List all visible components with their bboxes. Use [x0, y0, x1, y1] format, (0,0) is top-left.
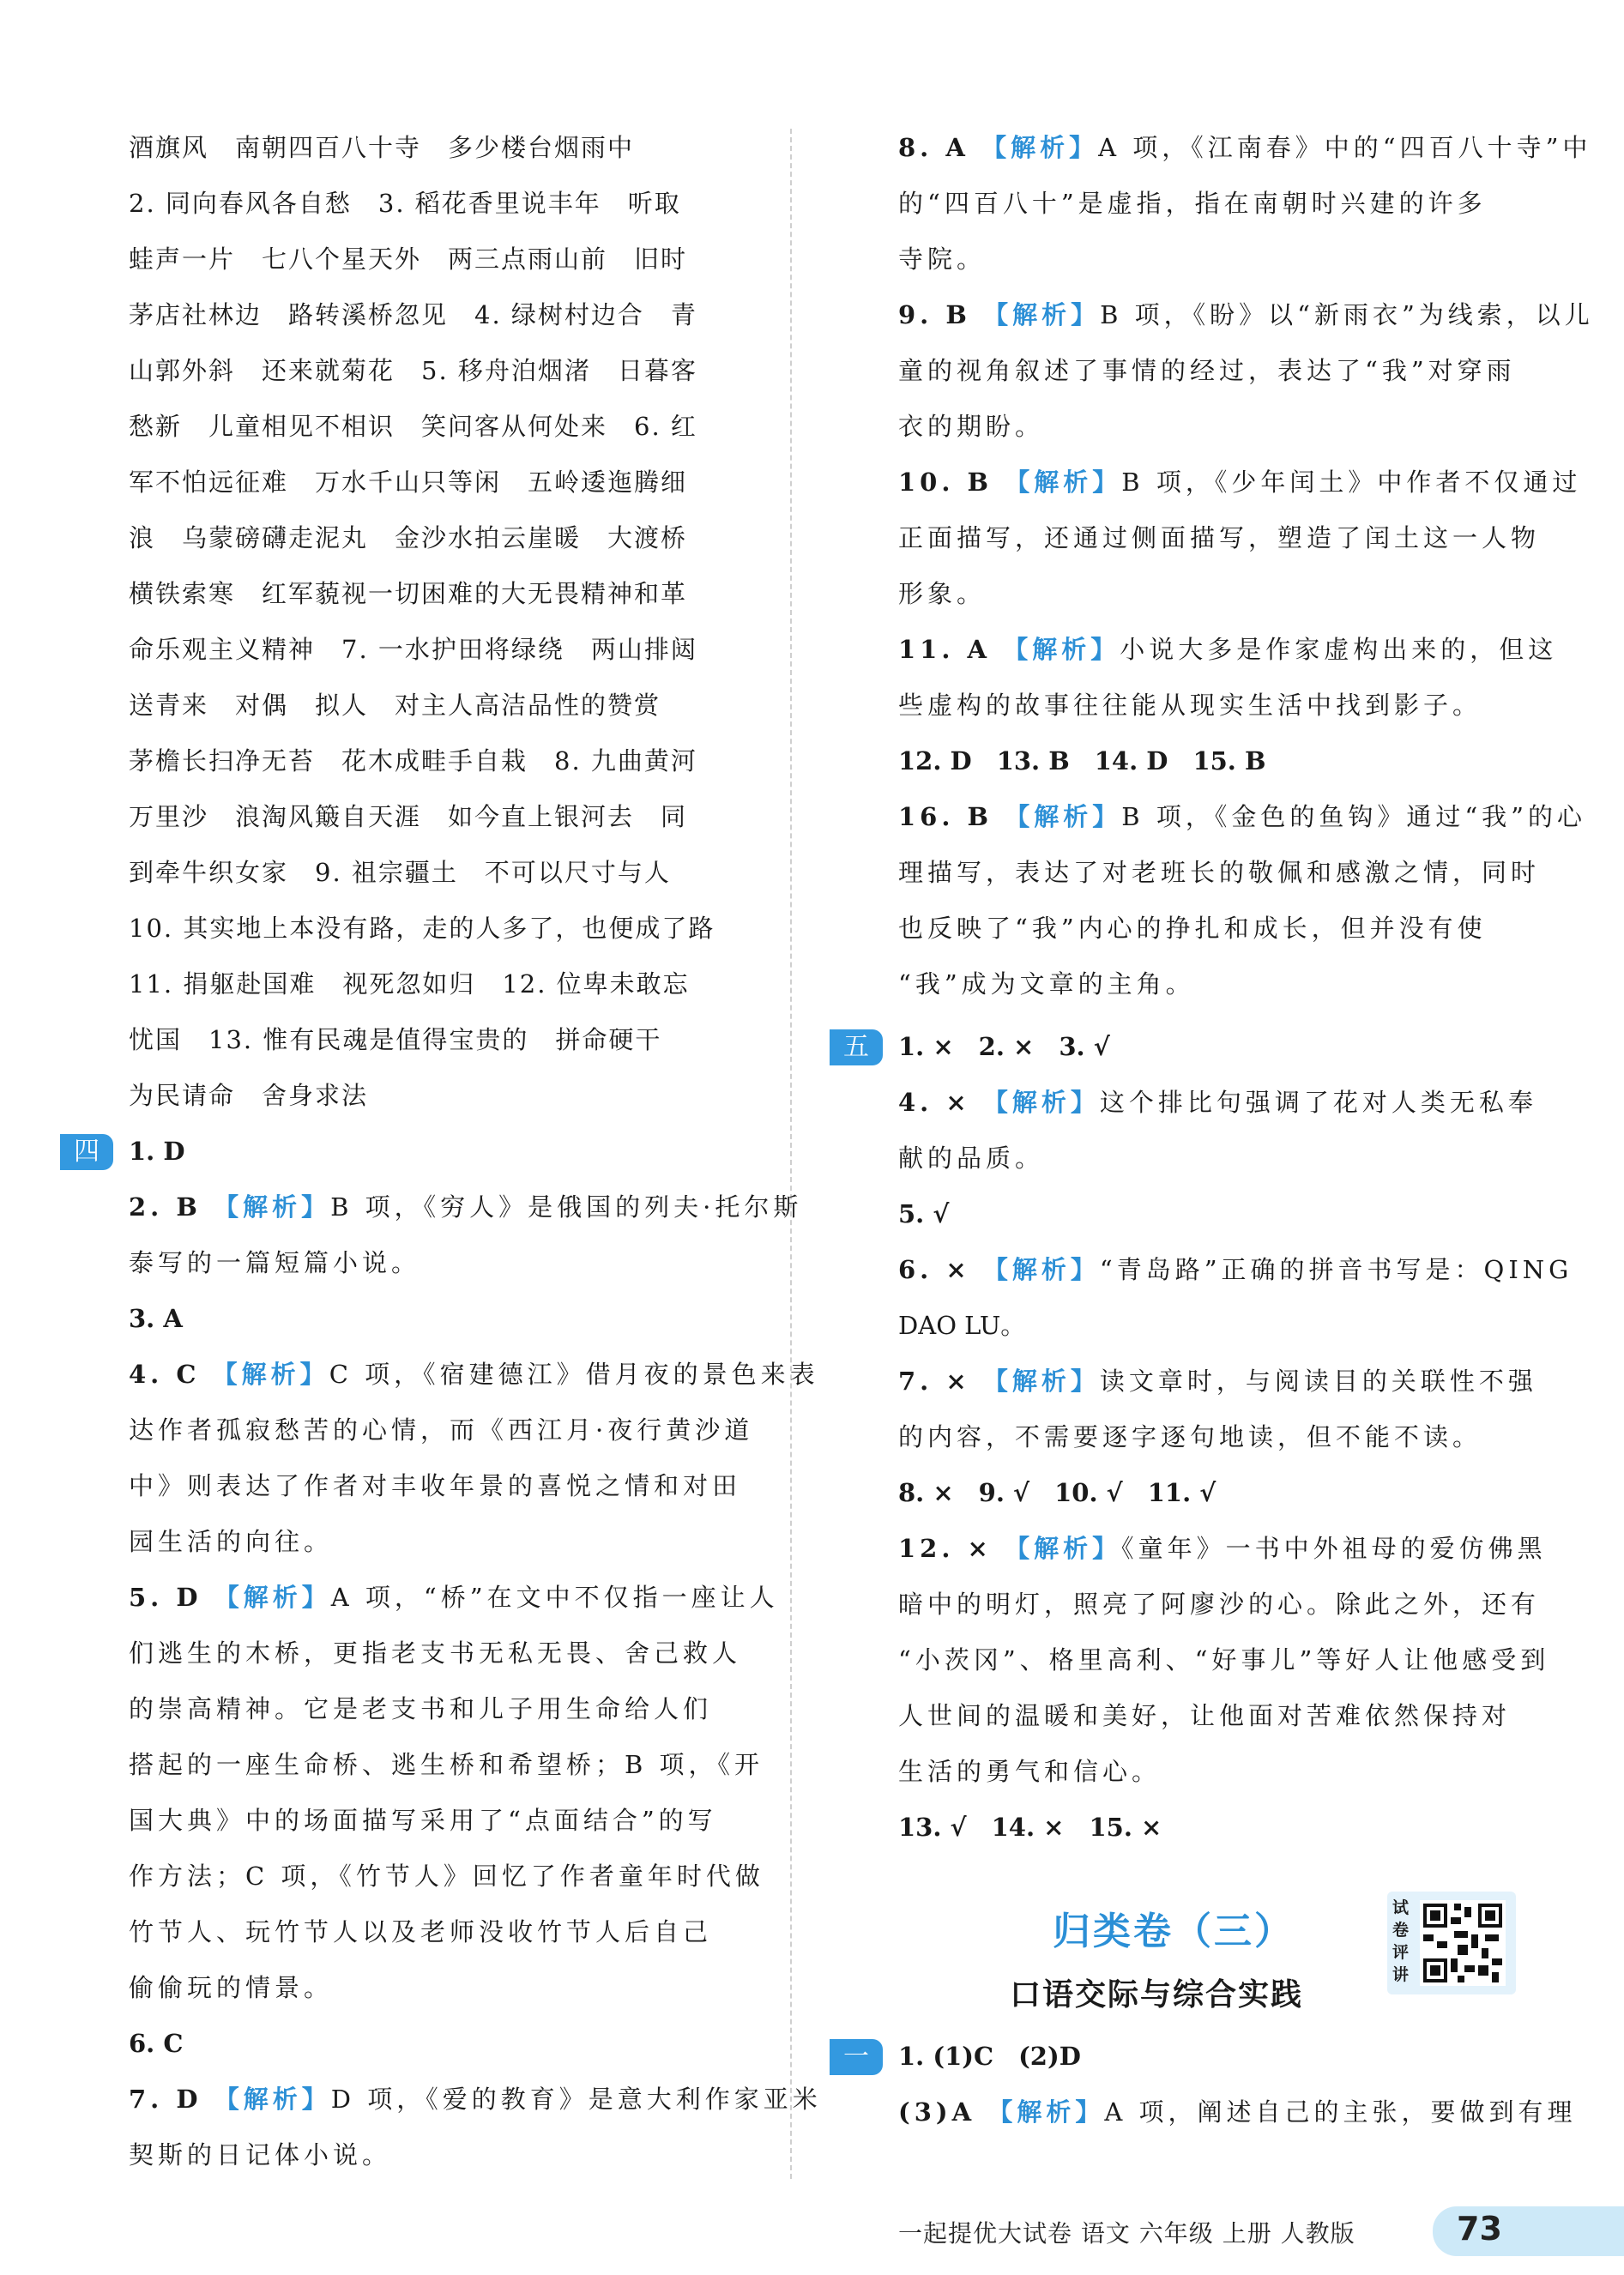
text-line: 酒旗风 南朝四百八十寺 多少楼台烟雨中	[129, 133, 635, 162]
text-line: 送青来 对偶 拟人 对主人高洁品性的赞赏	[129, 691, 661, 720]
section-header	[898, 1900, 1520, 2029]
answer-line: (3)A 【解析】A 项，阐述自己的主张，要做到有理	[898, 2097, 1577, 2127]
answer-line: 4. C 【解析】C 项，《宿建德江》借月夜的景色来表	[129, 1360, 819, 1389]
qr-code-icon[interactable]	[1420, 1900, 1506, 1986]
left-column	[74, 120, 822, 2183]
analysis-label: 【解析】	[1005, 802, 1122, 831]
qr-label: 试卷评讲	[1392, 1898, 1410, 1984]
section-three-continued	[129, 120, 751, 1124]
text-line: 山郭外斜 还来就菊花 5. 移舟泊烟渚 日暮客	[129, 356, 697, 385]
text-line: 茅檐长扫净无苔 花木成畦手自栽 8. 九曲黄河	[129, 746, 697, 775]
analysis-label: 【解析】	[987, 2097, 1105, 2127]
answer-line: 8. A 【解析】A 项，《江南春》中的“四百八十寺”中	[898, 133, 1592, 162]
text-line: 2. 同向春风各自愁 3. 稻花香里说丰年 听取	[129, 189, 681, 218]
answer-line: 12. D 13. B 14. D 15. B	[898, 746, 1266, 775]
book-info: 一起提优大试卷 语文 六年级 上册 人教版	[898, 2219, 1355, 2248]
text-line: 的崇高精神。它是老支书和儿子用生命给人们	[129, 1694, 713, 1723]
answer-line: 3. A	[129, 1304, 183, 1333]
page-footer	[0, 2206, 1624, 2256]
text-line: 暗中的明灯，照亮了阿廖沙的心。除此之外，还有	[898, 1590, 1541, 1619]
section-five	[843, 1019, 1573, 1856]
analysis-label: 【解析】	[981, 133, 1099, 162]
analysis-label: 【解析】	[212, 1360, 329, 1389]
answer-line: 5. D 【解析】A 项，“桥”在文中不仅指一座让人	[129, 1583, 779, 1612]
section-badge-five: 五	[830, 1029, 883, 1065]
text-line: 童的视角叙述了事情的经过，表达了“我”对穿雨	[898, 356, 1516, 385]
page-number-tab	[1433, 2206, 1624, 2256]
text-line: 竹节人、玩竹节人以及老师没收竹节人后自己	[129, 1917, 713, 1946]
section-four	[74, 1124, 822, 2183]
text-line: 为民请命 舍身求法	[129, 1081, 369, 1110]
answer-line: 6. × 【解析】“青岛路”正确的拼音书写是：QING	[898, 1255, 1573, 1284]
text-line: 园生活的向往。	[129, 1527, 334, 1556]
text-line: “我”成为文章的主角。	[898, 969, 1195, 999]
analysis-label: 【解析】	[983, 300, 1101, 329]
text-line: “小茨冈”、格里高利、“好事儿”等好人让他感受到	[898, 1645, 1550, 1675]
section-badge-four: 四	[60, 1134, 113, 1170]
analysis-label: 【解析】	[1003, 635, 1120, 664]
text-line: 契斯的日记体小说。	[129, 2140, 392, 2169]
text-line: 的“四百八十”是虚指，指在南朝时兴建的许多	[898, 189, 1487, 218]
section-title: 归类卷（三）	[1053, 1910, 1295, 1953]
answer-line: 1. × 2. × 3. √	[898, 1032, 1110, 1061]
text-line: 横铁索寒 红军藐视一切困难的大无畏精神和革	[129, 579, 688, 608]
text-line: 也反映了“我”内心的挣扎和成长，但并没有使	[898, 914, 1487, 943]
answer-line: 7. D 【解析】D 项，《爱的教育》是意大利作家亚米	[129, 2085, 822, 2114]
text-line: 11. 捐躯赴国难 视死忽如归 12. 位卑未敢忘	[129, 969, 690, 999]
text-line: 们逃生的木桥，更指老支书无私无畏、舍己救人	[129, 1638, 742, 1668]
text-line: 正面描写，还通过侧面描写，塑造了闰土这一人物	[898, 523, 1541, 552]
text-line: 军不怕远征难 万水千山只等闲 五岭逶迤腾细	[129, 468, 688, 497]
qr-code-panel[interactable]	[1387, 1892, 1516, 1994]
text-line: 愁新 儿童相见不相识 笑问客从何处来 6. 红	[129, 412, 697, 441]
text-line: 的内容，不需要逐字逐句地读，但不能不读。	[898, 1422, 1482, 1451]
text-line: 忧国 13. 惟有民魂是值得宝贵的 拼命硬干	[129, 1025, 662, 1054]
text-line: 万里沙 浪淘风簸自天涯 如今直上银河去 同	[129, 802, 688, 831]
text-line: 搭起的一座生命桥、逃生桥和希望桥；B 项，《开	[129, 1750, 764, 1779]
analysis-label: 【解析】	[214, 1583, 331, 1612]
text-line: DAO LU。	[898, 1311, 1026, 1340]
answer-line: 11. A 【解析】小说大多是作家虚构出来的，但这	[898, 635, 1558, 664]
text-line: 中》则表达了作者对丰收年景的喜悦之情和对田	[129, 1471, 742, 1500]
column-divider	[790, 129, 792, 2179]
section-subtitle: 口语交际与综合实践	[1010, 1976, 1304, 2012]
answer-line: 7. × 【解析】读文章时，与阅读目的关联性不强	[898, 1367, 1537, 1396]
section-one	[843, 2029, 1577, 2140]
text-line: 寺院。	[898, 244, 987, 274]
answer-line: 4. × 【解析】这个排比句强调了花对人类无私奉	[898, 1088, 1537, 1117]
section-four-continued	[898, 120, 1594, 1012]
text-line: 献的品质。	[898, 1144, 1045, 1173]
text-line: 理描写，表达了对老班长的敬佩和感激之情，同时	[898, 858, 1541, 887]
right-column	[843, 120, 1594, 2140]
answer-line: 12. × 【解析】《童年》一书中外祖母的爱仿佛黑	[898, 1534, 1547, 1563]
analysis-label: 【解析】	[982, 1088, 1100, 1117]
text-line: 些虚构的故事往往能从现实生活中找到影子。	[898, 691, 1482, 720]
text-line: 达作者孤寂愁苦的心情，而《西江月·夜行黄沙道	[129, 1415, 754, 1445]
analysis-label: 【解析】	[214, 1192, 331, 1222]
answer-line: 1. D	[129, 1137, 185, 1166]
answer-line: 6. C	[129, 2029, 184, 2058]
answer-line: 8. × 9. √ 10. √ 11. √	[898, 1478, 1216, 1507]
section-badge-one: 一	[830, 2039, 883, 2075]
text-line: 作方法；C 项，《竹节人》回忆了作者童年时代做	[129, 1862, 764, 1891]
text-line: 命乐观主义精神 7. 一水护田将绿绕 两山排闼	[129, 635, 697, 664]
text-line: 形象。	[898, 579, 987, 608]
analysis-label: 【解析】	[214, 2085, 331, 2114]
answer-line: 5. √	[898, 1199, 950, 1228]
analysis-label: 【解析】	[1005, 1534, 1122, 1563]
answer-line: 16. B 【解析】B 项，《金色的鱼钩》通过“我”的心	[898, 802, 1586, 831]
analysis-label: 【解析】	[1005, 468, 1122, 497]
answer-line: 1. (1)C (2)D	[898, 2042, 1081, 2071]
text-line: 泰写的一篇短篇小说。	[129, 1248, 421, 1277]
text-line: 浪 乌蒙磅礴走泥丸 金沙水拍云崖暖 大渡桥	[129, 523, 688, 552]
text-line: 人世间的温暖和美好，让他面对苦难依然保持对	[898, 1701, 1512, 1730]
analysis-label: 【解析】	[982, 1367, 1100, 1396]
text-line: 蛙声一片 七八个星天外 两三点雨山前 旧时	[129, 244, 688, 274]
answer-line: 9. B 【解析】B 项，《盼》以“新雨衣”为线索，以儿	[898, 300, 1594, 329]
answer-line: 10. B 【解析】B 项，《少年闰土》中作者不仅通过	[898, 468, 1582, 497]
text-line: 衣的期盼。	[898, 412, 1045, 441]
text-line: 茅店社林边 路转溪桥忽见 4. 绿树村边合 青	[129, 300, 697, 329]
text-line: 国大典》中的场面描写采用了“点面结合”的写	[129, 1806, 717, 1835]
answer-line: 2. B 【解析】B 项，《穷人》是俄国的列夫·托尔斯	[129, 1192, 803, 1222]
text-line: 偷偷玩的情景。	[129, 1973, 334, 2002]
analysis-label: 【解析】	[982, 1255, 1100, 1284]
answer-line: 13. √ 14. × 15. ×	[898, 1813, 1162, 1842]
text-line: 生活的勇气和信心。	[898, 1757, 1162, 1786]
page-number: 73	[1457, 2210, 1502, 2248]
text-line: 到牵牛织女家 9. 祖宗疆土 不可以尺寸与人	[129, 858, 671, 887]
text-line: 10. 其实地上本没有路，走的人多了，也便成了路	[129, 914, 715, 943]
